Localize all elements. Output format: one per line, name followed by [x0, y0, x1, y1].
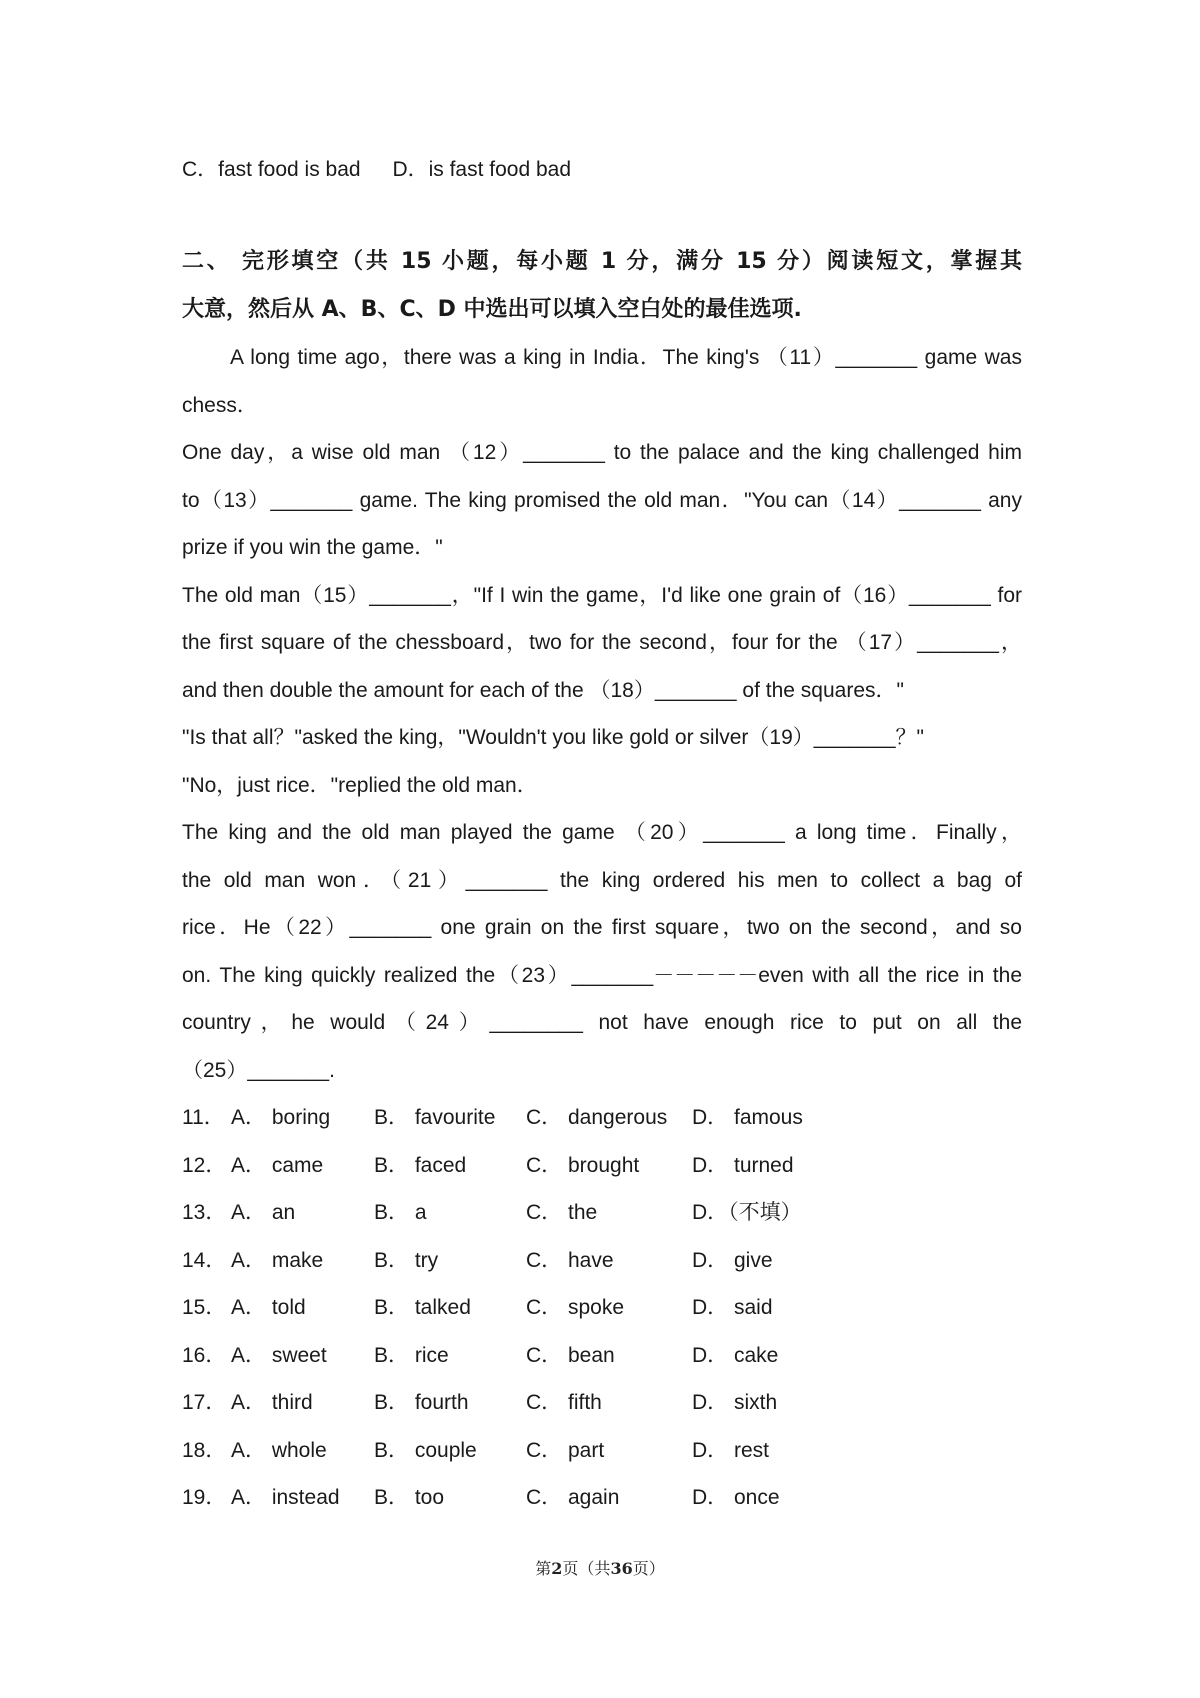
passage-line: prize if you win the game．" [182, 536, 443, 559]
option-c: C． again [526, 1486, 620, 1509]
passage-line: The king and the old man played the game （20）_______ a long time．Finally， [182, 821, 1022, 844]
footer-middle: 页（共 [562, 1559, 611, 1578]
passage-line: the first square of the chessboard，two for the second，four for the （17）_______， [182, 631, 1022, 654]
passage-line: The old man（15）_______，"If I win the game，I'd like one grain of（16）_______ for [182, 583, 1022, 607]
question-number: 17． [182, 1391, 227, 1414]
passage-line: to（13）_______ game. The king promised the old man．"You can（14）_______ any [182, 488, 1022, 512]
option-a: A． an [231, 1201, 296, 1224]
option-b: B． try [374, 1248, 439, 1272]
option-c: C． part [526, 1438, 605, 1462]
option-b: B． fourth [374, 1391, 469, 1414]
option-b: B． rice [374, 1343, 449, 1367]
option-d: D． give [692, 1248, 773, 1272]
question-number: 15． [182, 1296, 227, 1319]
option-b: B． too [374, 1486, 445, 1509]
footer-suffix: 页） [632, 1559, 665, 1578]
option-c: C． dangerous [526, 1106, 668, 1129]
question-number: 11． [182, 1106, 225, 1129]
option-a: A． boring [231, 1106, 331, 1129]
passage-line: chess． [182, 393, 258, 417]
option-d: D．is fast food bad [392, 158, 572, 181]
option-d: D． sixth [692, 1391, 778, 1414]
passage-line: the old man won．（21）_______ the king ordered his men to collect a bag of [182, 868, 1022, 892]
page-footer [0, 1556, 1200, 1579]
section-heading-line-2: 大意，然后从 A、B、C、D 中选出可以填入空白处的最佳选项. [182, 297, 802, 322]
question-row-11 [182, 1094, 1022, 1142]
option-b: B． favourite [374, 1106, 496, 1129]
question-options-list [182, 1094, 1022, 1522]
option-b: B． couple [374, 1438, 477, 1462]
option-b: B． talked [374, 1296, 471, 1319]
cloze-passage [182, 334, 1022, 1094]
passage-line: （25）_______. [182, 1058, 335, 1082]
option-a: A． whole [231, 1438, 327, 1462]
option-c: C． spoke [526, 1296, 625, 1319]
page-content [182, 150, 1022, 1522]
question-row-19 [182, 1474, 1022, 1522]
option-b: B． a [374, 1201, 427, 1224]
option-d: D．（不填） [692, 1201, 802, 1224]
option-c: C． bean [526, 1343, 615, 1367]
question-number: 14． [182, 1248, 227, 1272]
question-number: 16． [182, 1343, 227, 1367]
section-heading-line-1: 二、 完形填空（共 15 小题，每小题 1 分，满分 15 分）阅读短文，掌握其 [182, 249, 1022, 274]
question-row-13 [182, 1189, 1022, 1237]
option-d: D． turned [692, 1153, 794, 1177]
question-row-14 [182, 1237, 1022, 1285]
passage-line: country，he would（24）________ not have enough rice to put on all the [182, 1011, 1022, 1034]
section-heading [182, 238, 1022, 334]
option-c: C． brought [526, 1153, 640, 1177]
option-a: A． came [231, 1153, 324, 1177]
question-row-15 [182, 1284, 1022, 1332]
question-row-12 [182, 1142, 1022, 1190]
question-row-17 [182, 1379, 1022, 1427]
option-a: A． told [231, 1296, 306, 1319]
option-c: C． the [526, 1201, 598, 1224]
option-a: A． instead [231, 1486, 340, 1509]
passage-line: A long time ago，there was a king in India．The king's （11）_______ game was [230, 346, 1022, 369]
footer-page-number: 2 [551, 1559, 563, 1578]
option-c: C． have [526, 1248, 614, 1272]
passage-line: and then double the amount for each of the （18）_______ of the squares．" [182, 678, 904, 702]
option-a: A． sweet [231, 1343, 327, 1367]
option-c: C． fifth [526, 1391, 602, 1414]
option-d: D． rest [692, 1438, 770, 1462]
passage-line: One day，a wise old man （12）_______ to the palace and the king challenged him [182, 441, 1022, 464]
option-d: D． once [692, 1486, 780, 1509]
option-d: D． cake [692, 1343, 779, 1367]
previous-question-options [182, 150, 1022, 190]
question-number: 13． [182, 1201, 227, 1224]
passage-line: "Is that all？"asked the king，"Wouldn't you like gold or silver（19）_______？" [182, 726, 924, 749]
option-a: A． make [231, 1248, 324, 1272]
passage-line: rice．He（22）_______ one grain on the first square，two on the second，and so [182, 916, 1022, 939]
question-number: 18． [182, 1438, 227, 1462]
question-row-18 [182, 1427, 1022, 1475]
passage-line: "No，just rice．"replied the old man． [182, 773, 538, 797]
option-d: D． said [692, 1296, 773, 1319]
option-b: B． faced [374, 1153, 467, 1177]
option-d: D． famous [692, 1106, 803, 1129]
footer-prefix: 第 [535, 1559, 552, 1578]
option-a: A． third [231, 1391, 313, 1414]
question-number: 12． [182, 1153, 227, 1177]
question-row-16 [182, 1332, 1022, 1380]
question-number: 19． [182, 1486, 227, 1509]
passage-line: on. The king quickly realized the（23）_______－－－－－even with all the rice in the [182, 963, 1022, 987]
footer-total-pages: 36 [610, 1559, 633, 1578]
option-c: C．fast food is bad [182, 158, 361, 181]
